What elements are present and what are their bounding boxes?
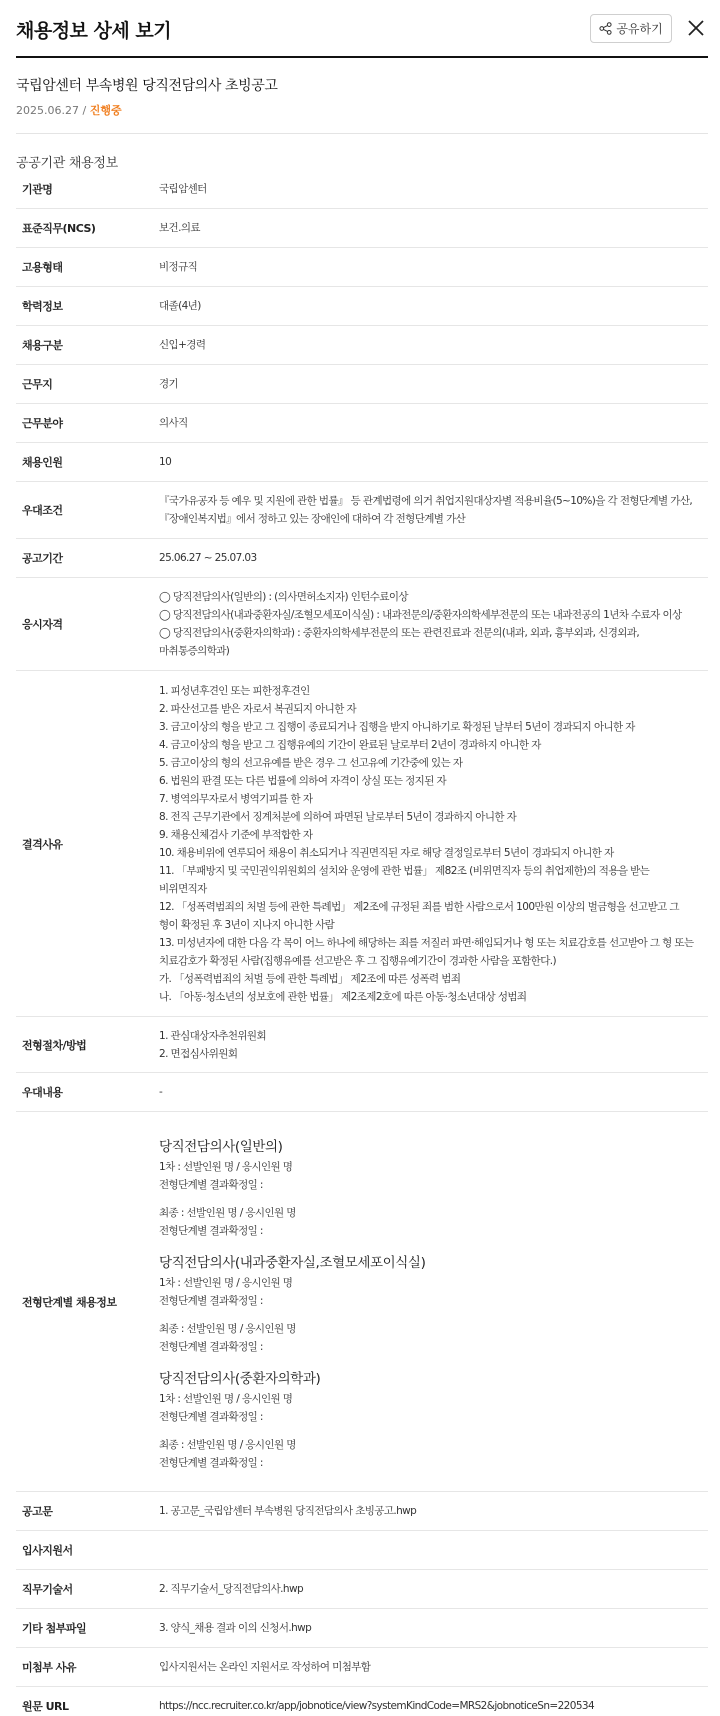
row-label: 응시자격	[22, 618, 63, 631]
stage-first: 1차 : 선발인원 명 / 응시인원 명	[159, 1160, 293, 1173]
notice-file-link[interactable]: 1. 공고문_국립암센터 부속병원 당직전담의사 초빙공고.hwp	[159, 1505, 417, 1517]
stage-first-date: 전형단계별 결과확정일 :	[159, 1294, 263, 1307]
row-edu	[16, 287, 708, 326]
row-label: 학력정보	[22, 300, 63, 313]
notice-date: 2025.06.27	[16, 104, 79, 117]
row-value: 입사지원서는 온라인 지원서로 작성하여 미첨부함	[159, 1661, 371, 1673]
stage-first-date: 전형단계별 결과확정일 :	[159, 1178, 263, 1191]
stage-title: 당직전담의사(중환자의학과)	[159, 1370, 321, 1387]
row-value: 국립암센터	[159, 183, 207, 195]
row-field	[16, 404, 708, 443]
row-label: 미첨부 사유	[22, 1661, 76, 1674]
row-value: 보건.의료	[159, 222, 200, 234]
row-label: 원문 URL	[22, 1700, 69, 1713]
row-label: 공고문	[22, 1505, 53, 1518]
row-label: 근무분야	[22, 417, 63, 430]
text-line: 4. 금고이상의 형을 받고 그 집행유예의 기간이 완료된 날로부터 2년이 경과하지 아니한 자	[159, 738, 541, 751]
stage-final-date: 전형단계별 결과확정일 :	[159, 1340, 263, 1353]
row-label: 채용인원	[22, 456, 63, 469]
row-label: 입사지원서	[22, 1544, 73, 1557]
section-title: 공공기관 채용정보	[16, 156, 118, 171]
row-jobdesc	[16, 1570, 708, 1609]
share-button[interactable]	[590, 14, 672, 43]
row-pref	[16, 482, 708, 539]
row-label: 우대내용	[22, 1086, 63, 1099]
row-value: 의사직	[159, 417, 188, 429]
text-line: 8. 전직 근무기관에서 징계처분에 의하여 파면된 날로부터 5년이 경과하지 아니한 자	[159, 810, 517, 823]
row-qual	[16, 578, 708, 671]
text-line: 5. 금고이상의 형의 선고유예를 받은 경우 그 선고유예 기간중에 있는 자	[159, 756, 463, 769]
row-label: 근무지	[22, 378, 53, 391]
text-line: 가. 「성폭력범죄의 처벌 등에 관한 특례법」 제2조에 따른 성폭력 범죄	[159, 972, 461, 985]
divider	[16, 133, 708, 134]
text-line: 『장애인복지법』에서 정하고 있는 장애인에 대하여 각 전형단계별 가산	[159, 513, 466, 525]
text-line: 『국가유공자 등 예우 및 지원에 관한 법률』 등 관계법령에 의거 취업지원대상자별 적용비율(5~10%)을 각 전형단계별 가산,	[159, 495, 693, 507]
text-line: 2. 면접심사위원회	[159, 1047, 238, 1060]
text-line: 비위면직자	[159, 882, 207, 895]
row-label: 기관명	[22, 183, 53, 196]
row-value	[159, 1027, 708, 1063]
stage-first: 1차 : 선발인원 명 / 응시인원 명	[159, 1276, 293, 1289]
text-line: 6. 법원의 판결 또는 다른 법률에 의하여 자격이 상실 또는 정지된 자	[159, 774, 447, 787]
row-type	[16, 326, 708, 365]
text-line: 3. 금고이상의 형을 받고 그 집행이 종료되거나 집행을 받지 아니하기로 확정된 날부터 5년이 경과되지 아니한 자	[159, 720, 635, 733]
row-value: 10	[159, 456, 172, 468]
notice-meta	[16, 102, 122, 118]
stage-final: 최종 : 선발인원 명 / 응시인원 명	[159, 1438, 296, 1451]
row-value: 경기	[159, 378, 179, 390]
text-line: ◯ 당직전담의사(내과중환자실/조혈모세포이식실) : 내과전문의/중환자의학세부전문의 또는 내과전공의 1년차 수료자 이상	[159, 609, 682, 621]
attach-file-link[interactable]: 3. 양식_채용 결과 이의 신청서.hwp	[159, 1622, 312, 1634]
row-application	[16, 1531, 708, 1570]
meta-separator: /	[78, 104, 90, 117]
text-line: 10. 채용비위에 연루되어 채용이 취소되거나 직권면직된 자로 해당 결정일로부터 5년이 경과되지 아니한 자	[159, 846, 614, 859]
stage-title: 당직전담의사(내과중환자실,조혈모세포이식실)	[159, 1254, 426, 1271]
text-line: 형이 확정된 후 3년이 지나지 아니한 사람	[159, 918, 335, 931]
text-line: 12. 「성폭력범죄의 처벌 등에 관한 특례법」 제2조에 규정된 죄를 범한 사람으로서 100만원 이상의 벌금형을 선고받고 그	[159, 900, 679, 913]
row-label: 기타 첨부파일	[22, 1622, 87, 1635]
text-line: 2. 파산선고를 받은 자로서 복권되지 아니한 자	[159, 702, 357, 715]
row-value: 비정규직	[159, 261, 198, 273]
row-value	[159, 588, 708, 660]
text-line: 마취통증의학과)	[159, 645, 230, 657]
row-label: 전형절차/방법	[22, 1038, 87, 1052]
row-label: 결격사유	[22, 837, 63, 851]
stage-final: 최종 : 선발인원 명 / 응시인원 명	[159, 1322, 296, 1335]
stage-title: 당직전담의사(일반의)	[159, 1138, 283, 1155]
text-line: 7. 병역의무자로서 병역기피를 한 자	[159, 792, 313, 805]
row-doc	[16, 1492, 708, 1531]
text-line: 1. 관심대상자추천위원회	[159, 1029, 266, 1042]
stage-final-date: 전형단계별 결과확정일 :	[159, 1224, 263, 1237]
row-label: 표준직무(NCS)	[22, 222, 96, 235]
notice-title: 국립암센터 부속병원 당직전담의사 초빙공고	[16, 78, 278, 94]
text-line: 13. 미성년자에 대한 다음 각 목이 어느 하나에 해당하는 죄를 저질러 파면·해임되거나 형 또는 치료감호를 선고받아 그 형 또는	[159, 936, 694, 949]
text-line: 1. 피성년후견인 또는 피한정후견인	[159, 684, 310, 697]
row-label: 직무기술서	[22, 1583, 73, 1596]
row-location	[16, 365, 708, 404]
stage-final-date: 전형단계별 결과확정일 :	[159, 1456, 263, 1469]
row-period	[16, 539, 708, 578]
row-ncs	[16, 209, 708, 248]
row-attach	[16, 1609, 708, 1648]
stage-first-date: 전형단계별 결과확정일 :	[159, 1410, 263, 1423]
page-title: 채용정보 상세 보기	[16, 20, 172, 42]
close-icon	[684, 25, 708, 44]
stage-group	[159, 1240, 706, 1356]
page-header	[16, 0, 708, 58]
share-icon	[599, 22, 612, 35]
row-value	[159, 1132, 708, 1472]
stage-group	[159, 1356, 706, 1472]
row-value: 25.06.27 ~ 25.07.03	[159, 552, 257, 564]
row-benefit	[16, 1073, 708, 1112]
row-missing	[16, 1648, 708, 1687]
row-employ	[16, 248, 708, 287]
share-label: 공유하기	[616, 22, 663, 36]
text-line: 11. 「부패방지 및 국민권익위원회의 설치와 운영에 관한 법률」 제82조 (비위면직자 등의 취업제한)의 적용을 받는	[159, 864, 650, 877]
row-value: 신입+경력	[159, 339, 206, 351]
source-url-link[interactable]: https://ncc.recruiter.co.kr/app/jobnotice/view?systemKindCode=MRS2&jobnoticeSn=220534	[159, 1700, 595, 1712]
row-value	[159, 492, 708, 528]
close-button[interactable]	[684, 16, 708, 40]
row-stages	[16, 1112, 708, 1492]
text-line: 9. 채용신체검사 기준에 부적합한 자	[159, 828, 313, 841]
text-line: 치료감호가 확정된 사람(집행유예를 선고받은 후 그 집행유예기간이 경과한 사람을 포함한다.)	[159, 954, 557, 967]
text-line: 나. 「아동·청소년의 성보호에 관한 법률」 제2조제2호에 따른 아동·청소년대상 성범죄	[159, 990, 527, 1003]
text-line: ◯ 당직전담의사(일반의) : (의사면허소지자) 인턴수료이상	[159, 591, 408, 603]
row-headcount	[16, 443, 708, 482]
row-label: 공고기간	[22, 552, 63, 565]
row-disq	[16, 671, 708, 1017]
row-label: 채용구분	[22, 339, 63, 352]
stage-first: 1차 : 선발인원 명 / 응시인원 명	[159, 1392, 293, 1405]
row-label: 고용형태	[22, 261, 63, 274]
jobdesc-file-link[interactable]: 2. 직무기술서_당직전담의사.hwp	[159, 1583, 304, 1595]
row-value	[159, 682, 708, 1006]
row-process	[16, 1017, 708, 1073]
row-value: -	[159, 1086, 163, 1098]
text-line: ◯ 당직전담의사(중환자의학과) : 중환자의학세부전문의 또는 관련진료과 전문의(내과, 외과, 흉부외과, 신경외과,	[159, 627, 640, 639]
stage-group	[159, 1132, 706, 1240]
row-label: 전형단계별 채용정보	[22, 1295, 117, 1309]
row-label: 우대조건	[22, 504, 63, 517]
row-value: 대졸(4년)	[159, 300, 201, 312]
info-table	[16, 170, 708, 1716]
status-badge: 진행중	[89, 104, 122, 117]
stage-final: 최종 : 선발인원 명 / 응시인원 명	[159, 1206, 296, 1219]
row-org	[16, 170, 708, 209]
row-url	[16, 1687, 708, 1716]
